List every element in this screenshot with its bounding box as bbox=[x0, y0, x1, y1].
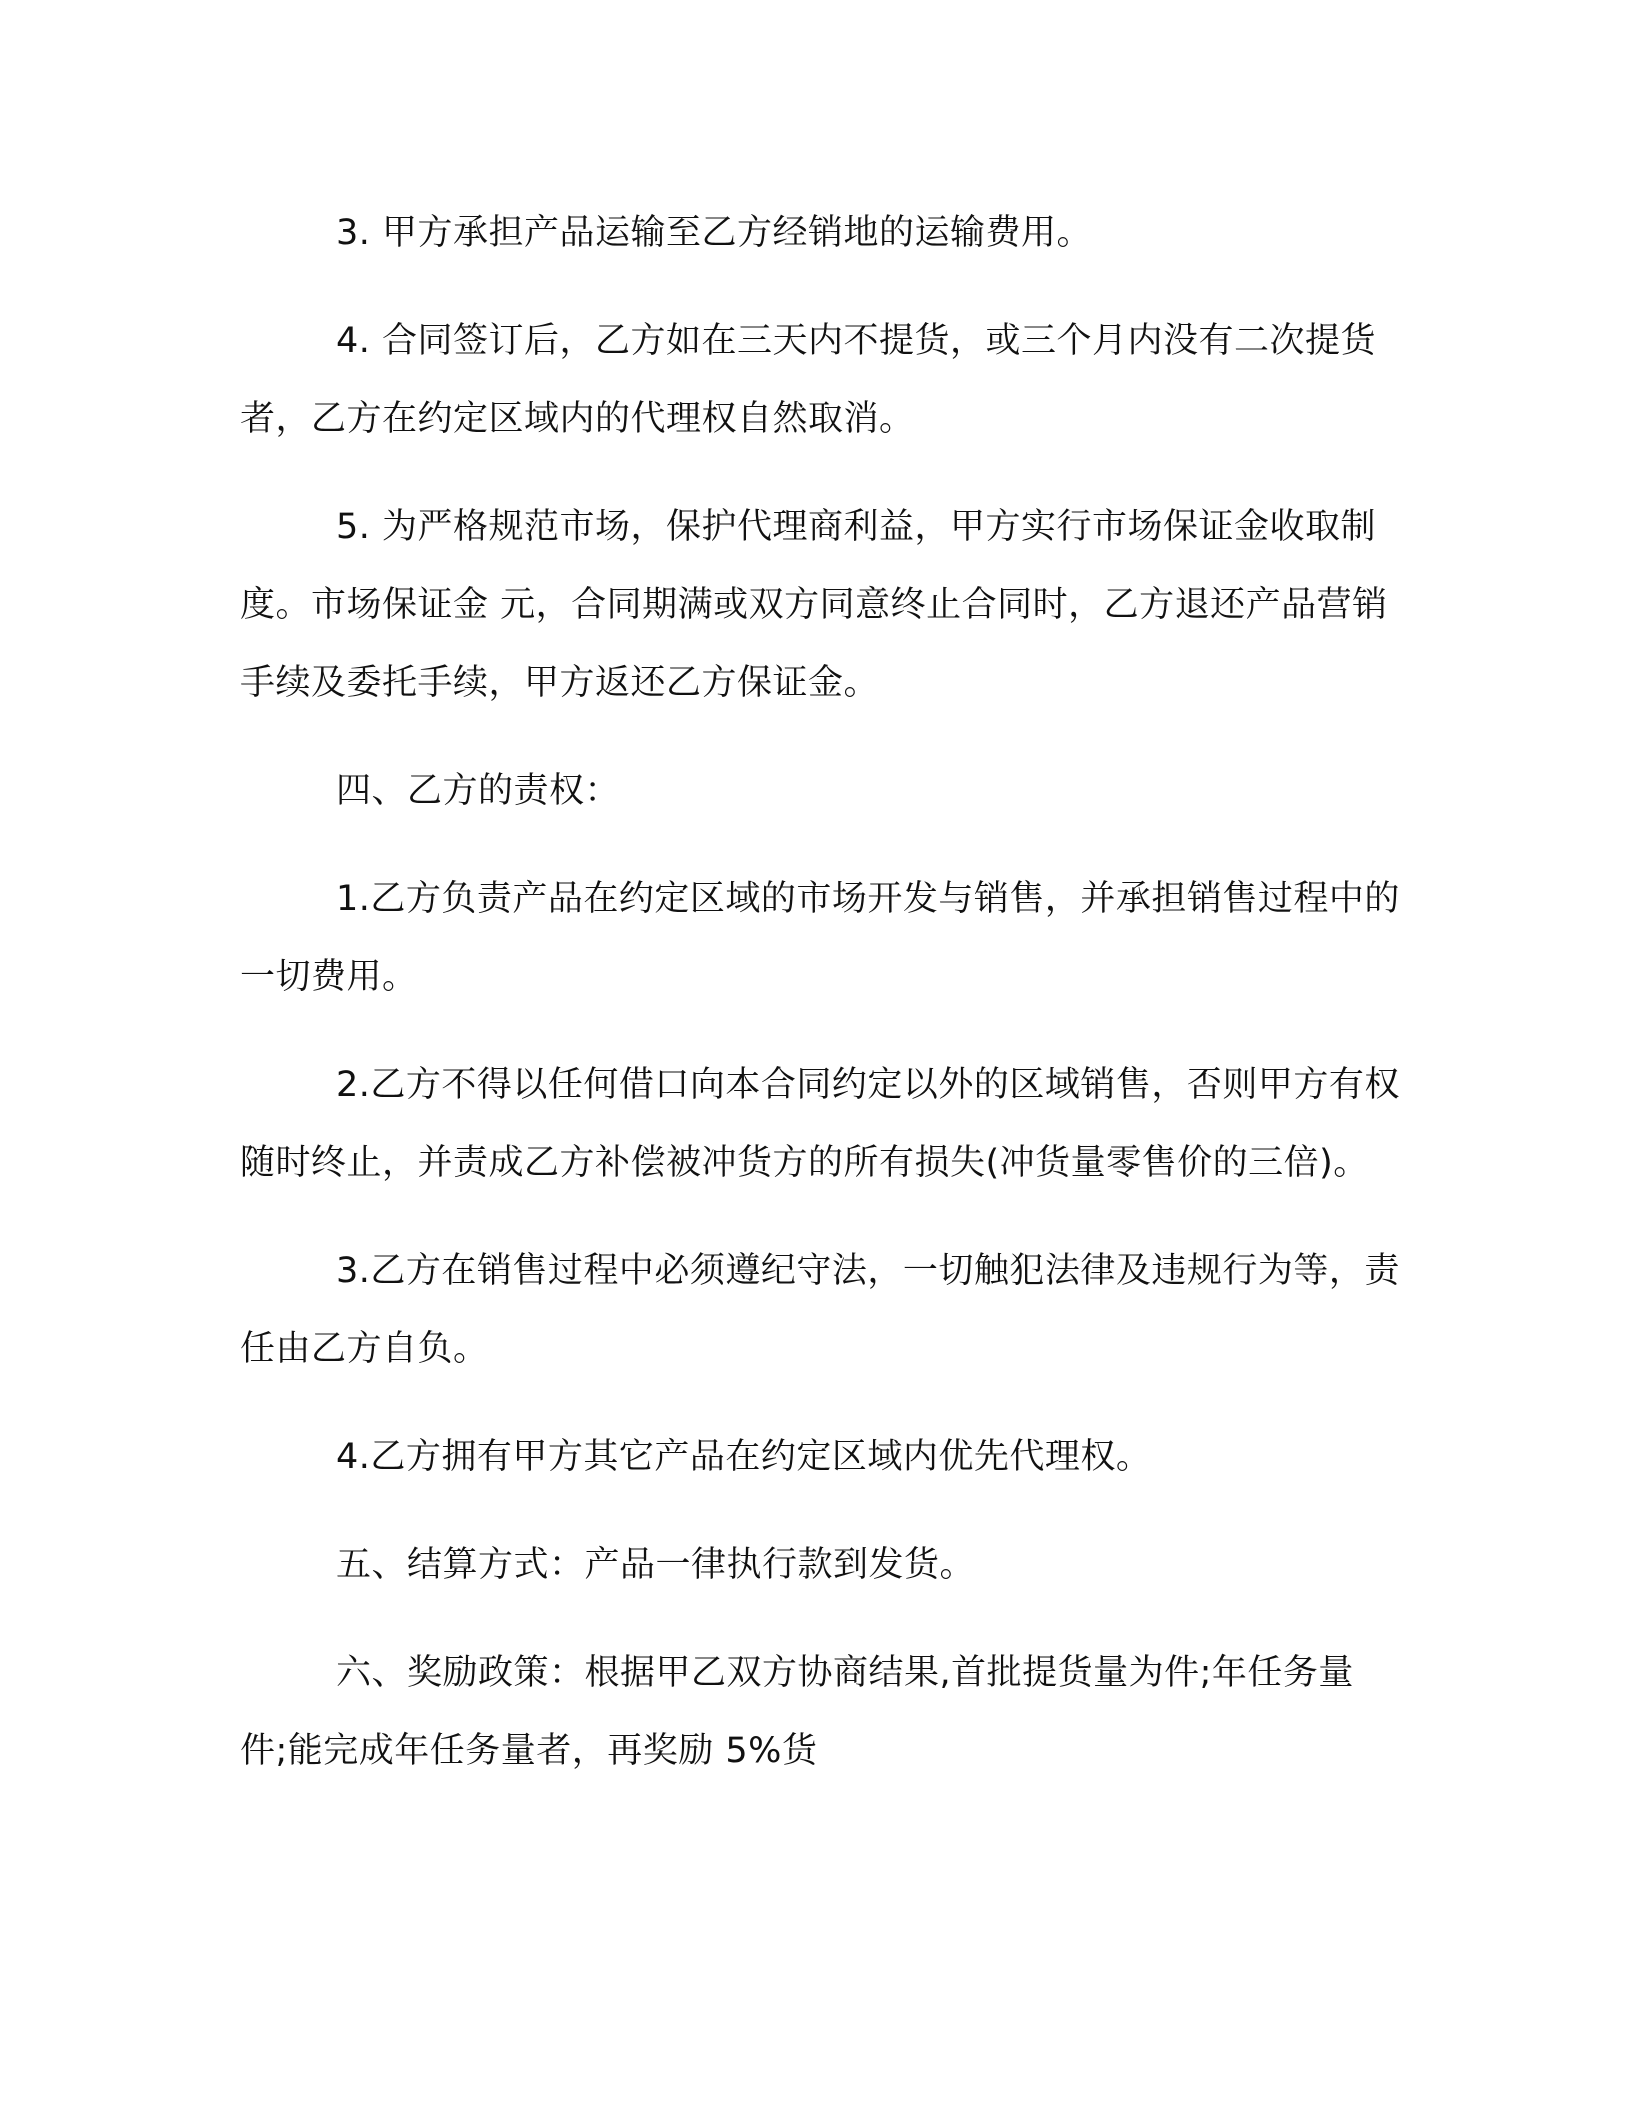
party-b-clause-2: 2.乙方不得以任何借口向本合同约定以外的区域销售，否则甲方有权随时终止，并责成乙方补偿被冲货方的所有损失(冲货量零售价的三倍)。 bbox=[240, 1065, 1400, 1183]
party-b-clause-3: 3.乙方在销售过程中必须遵纪守法，一切触犯法律及违规行为等，责任由乙方自负。 bbox=[240, 1251, 1400, 1369]
party-b-clause-1: 1.乙方负责产品在约定区域的市场开发与销售，并承担销售过程中的一切费用。 bbox=[240, 879, 1400, 997]
document-body bbox=[240, 194, 1400, 1820]
clause-4-pickup-cancellation: 4. 合同签订后，乙方如在三天内不提货，或三个月内没有二次提货者，乙方在约定区域内的代理权自然取消。 bbox=[240, 321, 1377, 439]
section-4-heading: 四、乙方的责权： bbox=[336, 771, 621, 811]
section-5-settlement: 五、结算方式：产品一律执行款到发货。 bbox=[336, 1545, 976, 1585]
section-6-incentive: 六、奖励政策：根据甲乙双方协商结果,首批提货量为件;年任务量件;能完成年任务量者，再奖励 5%货 bbox=[240, 1653, 1354, 1771]
clause-5-market-deposit: 5. 为严格规范市场，保护代理商利益，甲方实行市场保证金收取制度。市场保证金 元，合同期满或双方同意终止合同时，乙方退还产品营销手续及委托手续，甲方返还乙方保证金。 bbox=[240, 507, 1388, 703]
party-b-clause-4: 4.乙方拥有甲方其它产品在约定区域内优先代理权。 bbox=[336, 1437, 1152, 1477]
clause-3-transport-fee: 3. 甲方承担产品运输至乙方经销地的运输费用。 bbox=[336, 213, 1093, 253]
